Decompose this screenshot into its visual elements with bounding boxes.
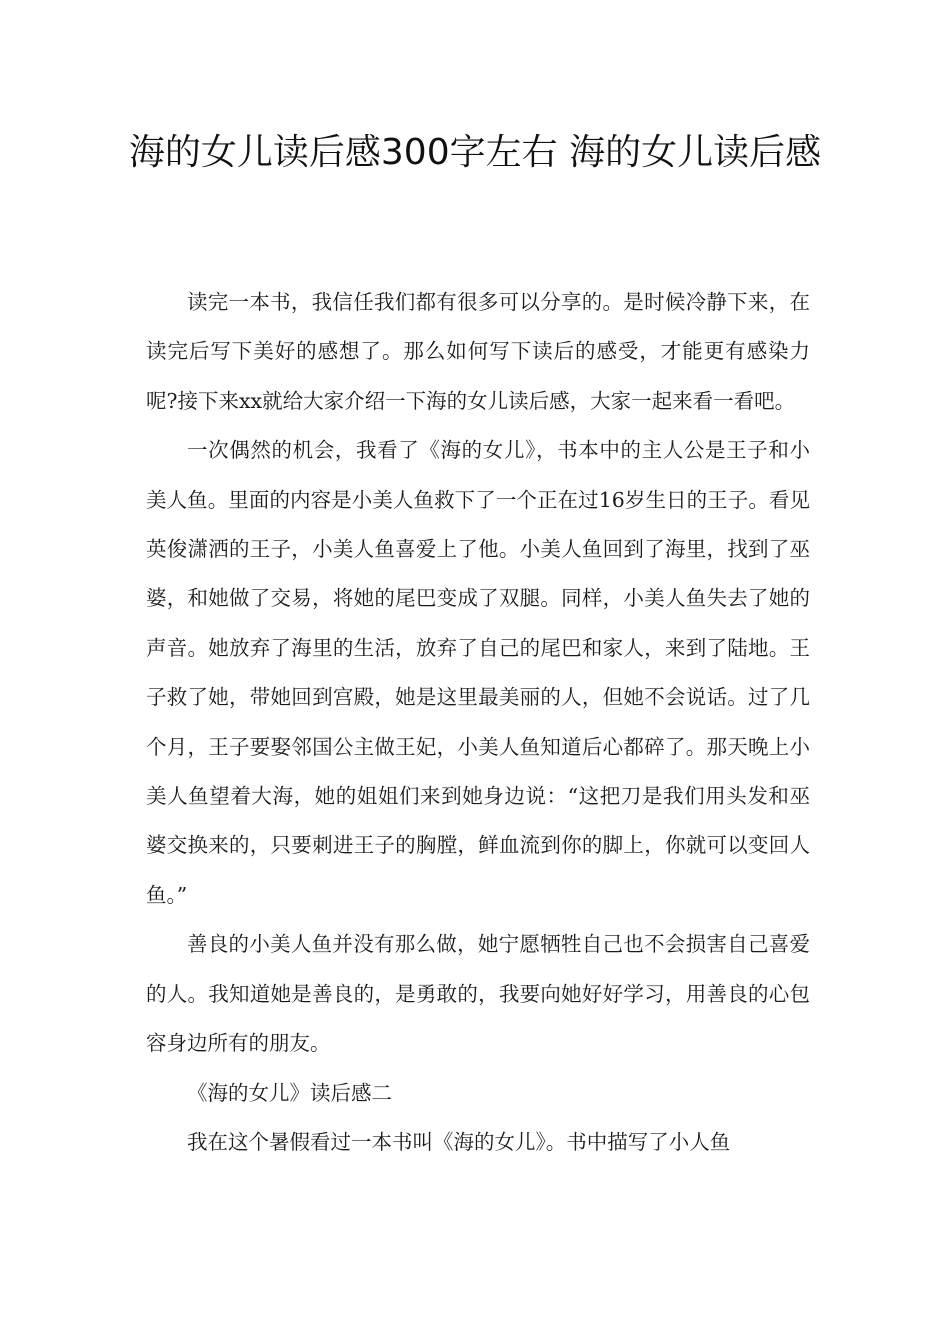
paragraph: 我在这个暑假看过一本书叫《海的女儿》。书中描写了小人鱼	[187, 1129, 731, 1154]
section-heading: 《海的女儿》读后感二	[187, 1080, 392, 1105]
document-title: 海的女儿读后感300字左右 海的女儿读后感	[128, 132, 822, 173]
paragraph: 读完一本书，我信任我们都有很多可以分享的。是时候冷静下来，在读完后写下美好的感想了。那么如何写下读后的感受，才能更有感染力呢?接下来xx就给大家介绍一下海的女儿读后感，大家一起来看一看吧。	[146, 290, 810, 413]
document-body	[146, 278, 810, 1167]
paragraph: 善良的小美人鱼并没有那么做，她宁愿牺牲自己也不会损害自己喜爱的人。我知道她是善良的，是勇敢的，我要向她好好学习，用善良的心包容身边所有的朋友。	[146, 932, 810, 1056]
paragraph: 一次偶然的机会，我看了《海的女儿》，书本中的主人公是王子和小美人鱼。里面的内容是小美人鱼救下了一个正在过16岁生日的王子。看见英俊潇洒的王子，小美人鱼喜爱上了他。小美人鱼回到了海里，找到了巫婆，和她做了交易，将她的尾巴变成了双腿。同样，小美人鱼失去了她的声音。她放弃了海里的生活，放弃了自己的尾巴和家人，来到了陆地。王子救了她，带她回到宫殿，她是这里最美丽的人，但她不会说话。过了几个月，王子要娶邻国公主做王妃，小美人鱼知道后心都碎了。那天晚上小美人鱼望着大海，她的姐姐们来到她身边说：“这把刀是我们用头发和巫婆交换来的，只要刺进王子的胸膛，鲜血流到你的脚上，你就可以变回人鱼。”	[146, 438, 810, 907]
